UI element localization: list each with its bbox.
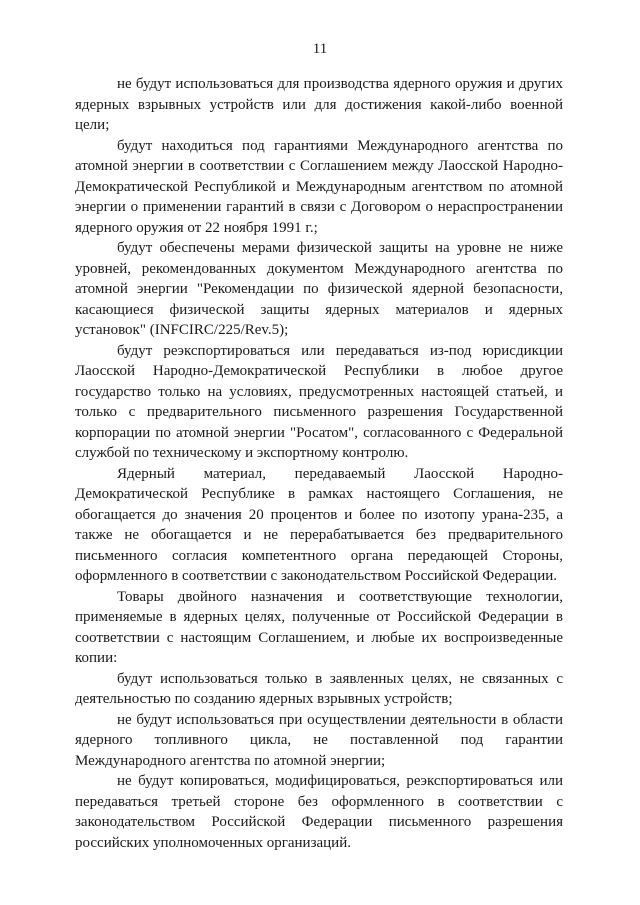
paragraph-4: будут реэкспортироваться или передаваться из-под юрисдикции Лаосской Народно-Демократической Республики в любое другое государство только на условиях, предусмотренных настоящей статьей, и только с предварительного письменного разрешения Государственной корпорации по атомной энергии "Росатом", согласованного с Федеральной службой по техническому и экспортному контролю.: [75, 342, 563, 461]
paragraph-7: будут использоваться только в заявленных целях, не связанных с деятельностью по созданию ядерных взрывных устройств;: [75, 670, 563, 707]
paragraph-3: будут обеспечены мерами физической защиты на уровне не ниже уровней, рекомендованных документом Международного агентства по атомной энергии "Рекомендации по физической ядерной безопасности, касающиеся физической защиты ядерных материалов и ядерных установок" (INFCIRC/225/Rev.5);: [75, 240, 563, 338]
document-body: [75, 74, 563, 853]
paragraph-8: не будут использоваться при осуществлении деятельности в области ядерного топливного цикла, не поставленной под гарантии Международного агентства по атомной энергии;: [75, 711, 563, 769]
paragraph-5: Ядерный материал, передаваемый Лаосской Народно-Демократической Республике в рамках настоящего Соглашения, не обогащается до значения 20 процентов и более по изотопу урана-235, а также не обогащается и не перерабатывается без предварительного письменного согласия компетентного органа передающей Стороны, оформленного в соответствии с законодательством Российской Федерации.: [75, 465, 563, 584]
paragraph-2: будут находиться под гарантиями Международного агентства по атомной энергии в соответствии с Соглашением между Лаосской Народно-Демократической Республикой и Международным агентством по атомной энергии о применении гарантий в связи с Договором о нераспространении ядерного оружия от 22 ноября 1991 г.;: [75, 137, 563, 236]
paragraph-6: Товары двойного назначения и соответствующие технологии, применяемые в ядерных целях, полученные от Российской Федерации в соответствии с настоящим Соглашением, и любые их воспроизведенные копии:: [75, 588, 563, 666]
paragraph-1: не будут использоваться для производства ядерного оружия и других ядерных взрывных устройств или для достижения какой-либо военной цели;: [75, 76, 563, 133]
page-number: 11: [312, 41, 328, 57]
paragraph-9: не будут копироваться, модифицироваться, реэкспортироваться или передаваться третьей стороне без оформленного в соответствии с законодательством Российской Федерации письменного разрешения российских уполномоченных организаций.: [75, 773, 563, 851]
